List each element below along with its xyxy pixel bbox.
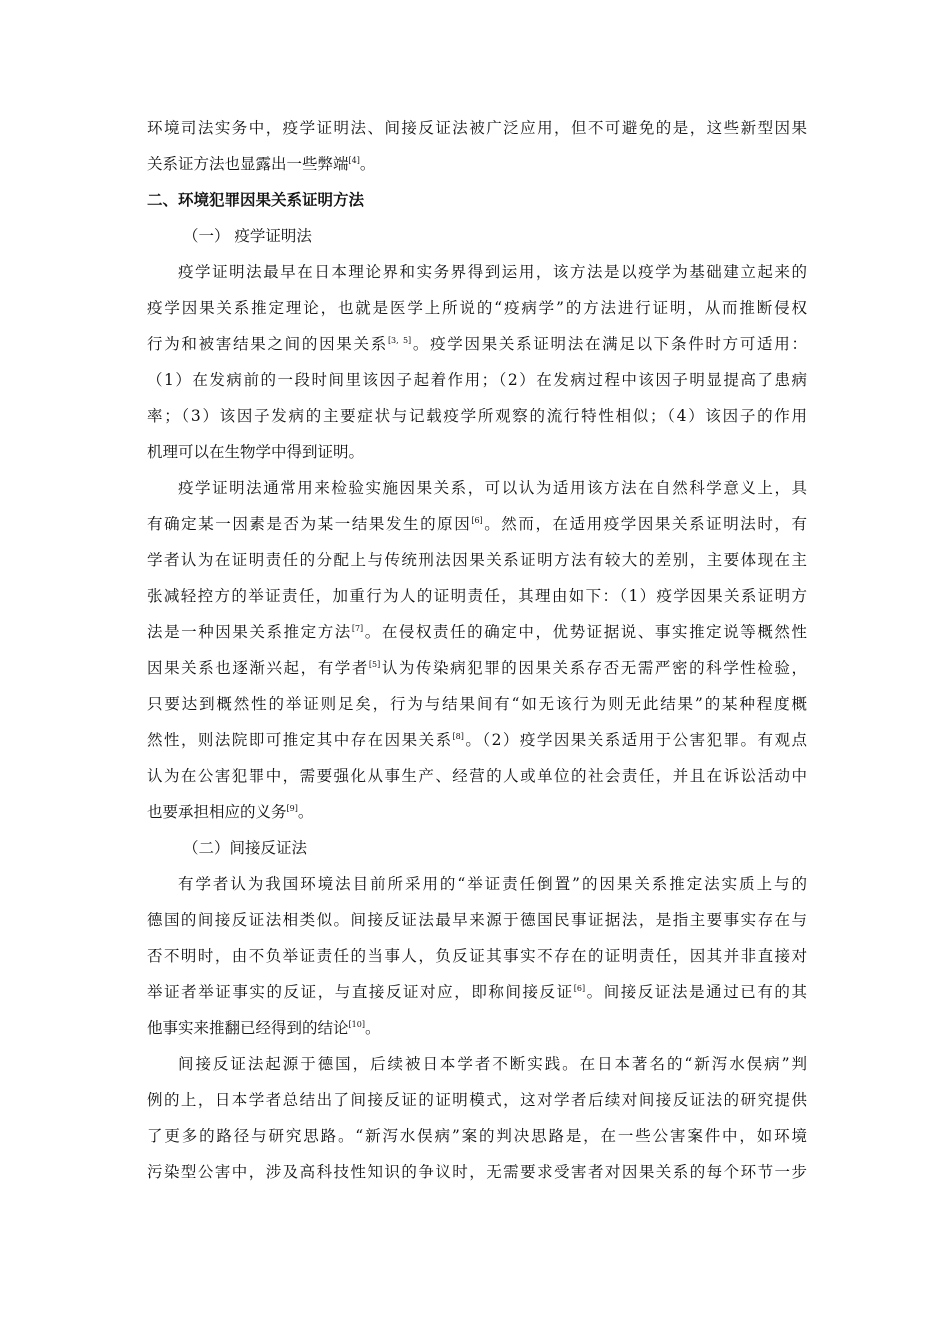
body-text-line: 有确定某一因素是否为某一结果发生的原因[6]。然而，在适用疫学因果关系证明法时，有 (147, 515, 807, 533)
citation-ref: [4] (348, 156, 360, 165)
body-text-line: （1）在发病前的一段时间里该因子起着作用；（2）在发病过程中该因子明显提高了患病 (147, 371, 807, 389)
section-heading: 二、环境犯罪因果关系证明方法 (147, 190, 365, 209)
subsection-heading: （一） 疫学证明法 (183, 227, 312, 245)
body-text-line: 污染型公害中，涉及高科技性知识的争议时，无需要求受害者对因果关系的每个环节一步 (147, 1163, 807, 1181)
body-text-line: 疫学证明法通常用来检验实施因果关系，可以认为适用该方法在自然科学意义上，具 (178, 479, 807, 497)
body-text-line: 他事实来推翻已经得到的结论[10]。 (147, 1019, 381, 1037)
citation-ref: [6] (471, 516, 483, 525)
citation-ref: [3, 5] (387, 336, 412, 345)
body-text-line: 了更多的路径与研究思路。“新泻水俣病”案的判决思路是，在一些公害案件中，如环境 (147, 1127, 807, 1145)
citation-ref: [9] (286, 804, 298, 813)
body-text-line: 举证者举证事实的反证，与直接反证对应，即称间接反证[6]。间接反证法是通过已有的其 (147, 983, 807, 1001)
body-text-line: 认为在公害犯罪中，需要强化从事生产、经营的人或单位的社会责任，并且在诉讼活动中 (147, 767, 807, 785)
body-text-line: 有学者认为我国环境法目前所采用的“举证责任倒置”的因果关系推定法实质上与的 (178, 875, 807, 893)
body-text-line: 学者认为在证明责任的分配上与传统刑法因果关系证明方法有较大的差别，主要体现在主 (147, 551, 807, 569)
body-text-line: 行为和被害结果之间的因果关系[3, 5]。疫学因果关系证明法在满足以下条件时方可适用： (147, 335, 807, 353)
body-text-line: 也要承担相应的义务[9]。 (147, 803, 314, 821)
body-text-line: 然性，则法院即可推定其中存在因果关系[8]。（2）疫学因果关系适用于公害犯罪。有观点 (147, 731, 807, 749)
body-text-line: 否不明时，由不负举证责任的当事人，负反证其事实不存在的证明责任，因其并非直接对 (147, 947, 807, 965)
body-text-line: 张减轻控方的举证责任，加重行为人的证明责任，其理由如下：（1）疫学因果关系证明方 (147, 587, 807, 605)
body-text-line: 环境司法实务中，疫学证明法、间接反证法被广泛应用，但不可避免的是，这些新型因果 (147, 119, 807, 137)
body-text-line: 只要达到概然性的举证则足矣，行为与结果间有“如无该行为则无此结果”的某种程度概 (147, 695, 807, 713)
body-text-line: 关系证方法也显露出一些弊端[4]。 (147, 155, 376, 173)
body-text-line: 因果关系也逐渐兴起，有学者[5]认为传染病犯罪的因果关系存否无需严密的科学性检验， (147, 659, 807, 677)
body-text-line: 间接反证法起源于德国，后续被日本学者不断实践。在日本著名的“新泻水俣病”判 (178, 1055, 807, 1073)
citation-ref: [5] (368, 660, 381, 669)
body-text-line: 率；（3）该因子发病的主要症状与记载疫学所观察的流行特性相似；（4）该因子的作用 (147, 407, 807, 425)
citation-ref: [7] (351, 624, 364, 633)
citation-ref: [10] (348, 1020, 365, 1029)
citation-ref: [6] (573, 984, 586, 993)
body-text-line: 德国的间接反证法相类似。间接反证法最早来源于德国民事证据法，是指主要事实存在与 (147, 911, 807, 929)
body-text-line: 机理可以在生物学中得到证明。 (147, 443, 365, 461)
body-text-line: 例的上，日本学者总结出了间接反证的证明模式，这对学者后续对间接反证法的研究提供 (147, 1091, 807, 1109)
subsection-heading: （二）间接反证法 (183, 839, 308, 857)
body-text-line: 疫学证明法最早在日本理论界和实务界得到运用，该方法是以疫学为基础建立起来的 (178, 263, 807, 281)
body-text-line: 疫学因果关系推定理论，也就是医学上所说的“疫病学”的方法进行证明，从而推断侵权 (147, 299, 807, 317)
citation-ref: [8] (452, 732, 464, 741)
body-text-line: 法是一种因果关系推定方法[7]。在侵权责任的确定中，优势证据说、事实推定说等概然性 (147, 623, 807, 641)
